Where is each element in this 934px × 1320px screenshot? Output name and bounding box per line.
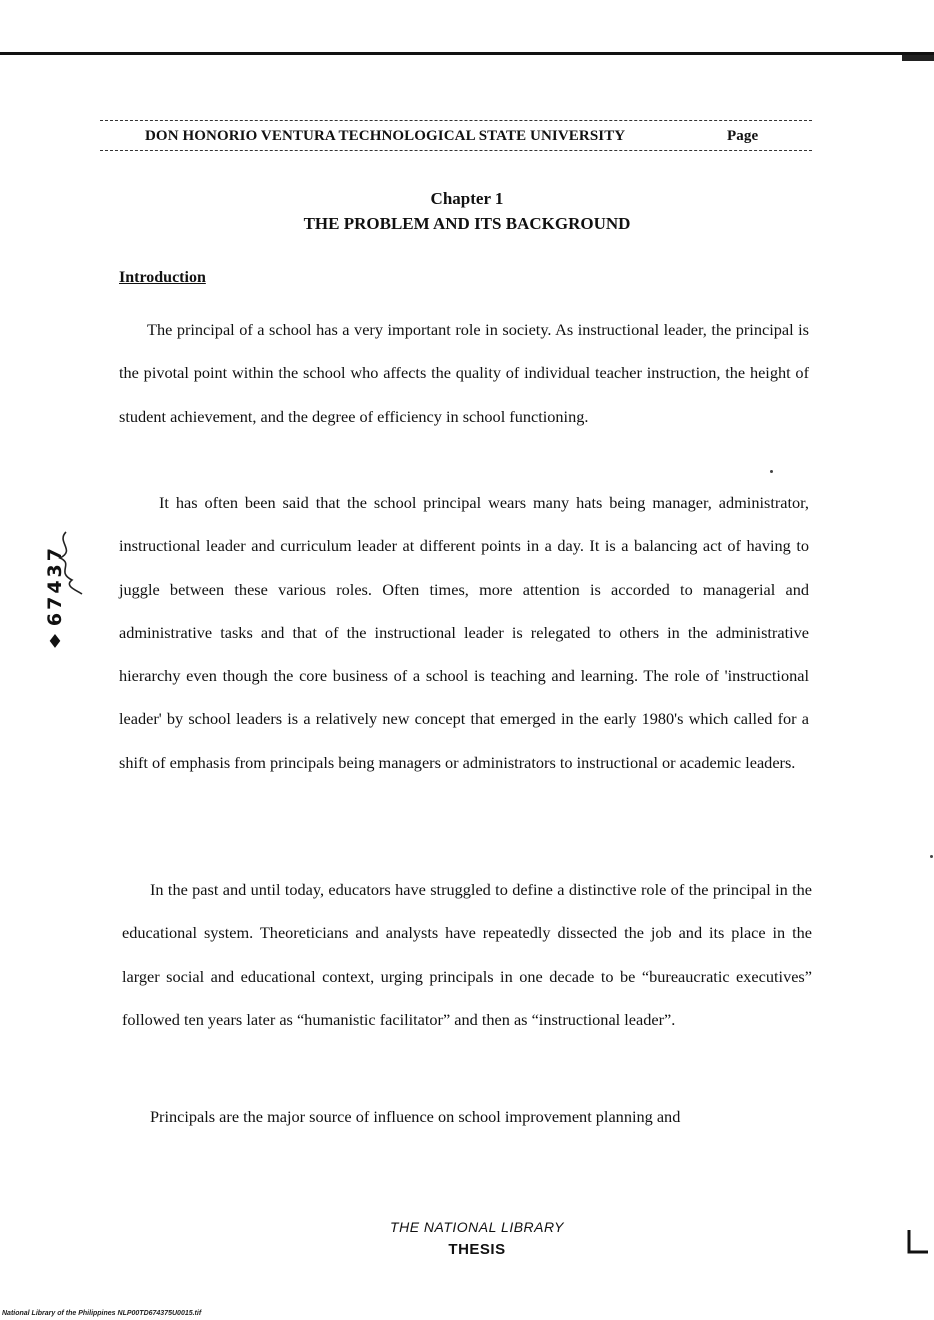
library-stamp-line2: THESIS: [448, 1241, 506, 1258]
accession-number-note: ♦67437: [44, 545, 66, 652]
page-label: Page: [727, 128, 759, 144]
paragraph-4: Principals are the major source of influence on school improvement planning and: [150, 1107, 681, 1126]
paragraph-3: In the past and until today, educators have struggled to define a distinctive role of the principal in the educational system. Theoreticians and analysts have repeatedly dissected the job and its place in the larger social and educational context, urging principals in one decade to be “bureaucratic executives” followed ten years later as “humanistic facilitator” and then as “instructional leader”.: [122, 880, 812, 1029]
university-name: DON HONORIO VENTURA TECHNOLOGICAL STATE UNIVERSITY: [145, 128, 626, 144]
library-stamp-line1: THE NATIONAL LIBRARY: [390, 1219, 564, 1235]
paragraph-2: It has often been said that the school principal wears many hats being manager, administrator, instructional leader and curriculum leader at different points in a day. It is a balancing act of having to juggle between these various roles. Often times, more attention is accorded to managerial and administrative tasks and that of the instructional leader is relegated to others in the administrative hierarchy even though the core business of a school is teaching and learning. The role of 'instructional leader' by school leaders is a relatively new concept that emerged in the early 1980's which called for a shift of emphasis from principals being managers or administrators to instructional or academic leaders.: [119, 493, 809, 772]
top-border-rule: [0, 52, 934, 55]
corner-crop-mark: [905, 1228, 930, 1258]
header-bottom-rule: [100, 150, 812, 152]
chapter-number: Chapter 1: [430, 189, 504, 208]
scan-speck: [930, 855, 933, 858]
scan-speck: [770, 470, 773, 473]
handwritten-initials: [46, 528, 86, 598]
chapter-title: THE PROBLEM AND ITS BACKGROUND: [303, 214, 631, 233]
scan-edge-mark: [902, 55, 934, 61]
scan-footer: National Library of the Philippines NLP00TD674375U0015.tif: [2, 1310, 202, 1317]
paragraph-1: The principal of a school has a very important role in society. As instructional leader, the principal is the pivotal point within the school who affects the quality of individual teacher instruction, the height of student achievement, and the degree of efficiency in school functioning.: [119, 320, 809, 426]
header-top-rule: [100, 120, 812, 122]
section-heading: Introduction: [119, 269, 206, 286]
